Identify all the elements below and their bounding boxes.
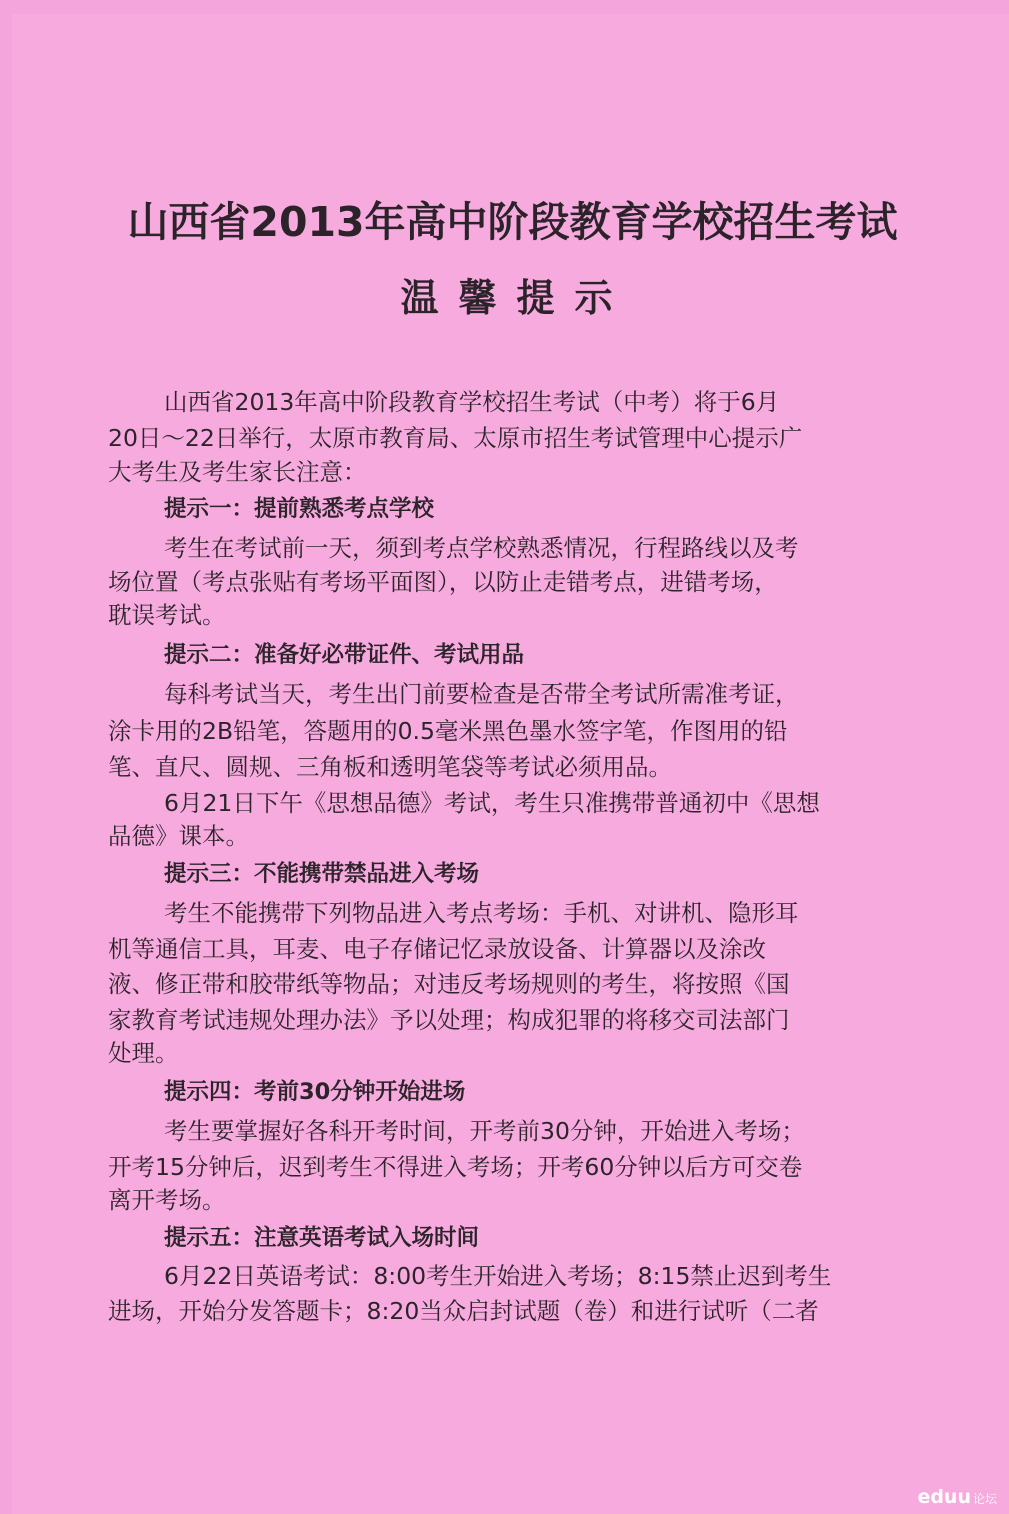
intro-line: 大考生及考生家长注意： (108, 458, 367, 486)
tip-line: 机等通信工具，耳麦、电子存储记忆录放设备、计算器以及涂改 (108, 935, 766, 963)
tip-heading: 提示三：不能携带禁品进入考场 (164, 861, 480, 887)
watermark-suffix: 论坛 (972, 1492, 997, 1506)
tip-line: 考生不能携带下列物品进入考点考场：手机、对讲机、隐形耳 (164, 899, 799, 927)
watermark-brand: eduu (917, 1486, 971, 1508)
tip-line: 耽误考试。 (108, 601, 226, 629)
tip-line: 场位置（考点张贴有考场平面图），以防止走错考点，进错考场， (108, 568, 778, 596)
tip-line: 考生要掌握好各科开考时间，开考前30分钟，开始进入考场； (164, 1117, 805, 1145)
tip-line: 6月21日下午《思想品德》考试，考生只准携带普通初中《思想 (164, 789, 820, 817)
tip-line: 进场，开始分发答题卡；8:20当众启封试题（卷）和进行试听（二者 (108, 1297, 819, 1325)
tip-line: 考生在考试前一天，须到考点学校熟悉情况，行程路线以及考 (164, 534, 799, 562)
tip-heading: 提示二：准备好必带证件、考试用品 (164, 642, 525, 668)
tip-line: 液、修正带和胶带纸等物品；对违反考场规则的考生，将按照《国 (108, 970, 790, 998)
tip-heading: 提示四：考前30分钟开始进场 (164, 1079, 466, 1105)
intro-line: 20日～22日举行，太原市教育局、太原市招生考试管理中心提示广 (108, 424, 803, 452)
document-subtitle: 温馨提示 (400, 276, 633, 320)
tip-line: 每科考试当天，考生出门前要检查是否带全考试所需准考证， (164, 680, 799, 708)
tip-line: 6月22日英语考试：8:00考生开始进入考场；8:15禁止迟到考生 (164, 1262, 832, 1290)
tip-heading: 提示一：提前熟悉考点学校 (164, 496, 435, 522)
tip-line: 笔、直尺、圆规、三角板和透明笔袋等考试必须用品。 (108, 753, 672, 781)
tip-line: 涂卡用的2B铅笔，答题用的0.5毫米黑色墨水签字笔，作图用的铅 (108, 717, 788, 745)
document-title: 山西省2013年高中阶段教育学校招生考试 (127, 198, 898, 246)
eduu-watermark (917, 1486, 997, 1508)
tip-line: 品德》课本。 (108, 822, 249, 850)
tip-line: 家教育考试违规处理办法》予以处理；构成犯罪的将移交司法部门 (108, 1006, 790, 1034)
tip-line: 开考15分钟后，迟到考生不得进入考场；开考60分钟以后方可交卷 (108, 1153, 803, 1181)
tip-line: 离开考场。 (108, 1186, 226, 1214)
tip-line: 处理。 (108, 1039, 179, 1067)
tip-heading: 提示五：注意英语考试入场时间 (164, 1225, 480, 1251)
intro-line: 山西省2013年高中阶段教育学校招生考试（中考）将于6月 (164, 388, 780, 416)
